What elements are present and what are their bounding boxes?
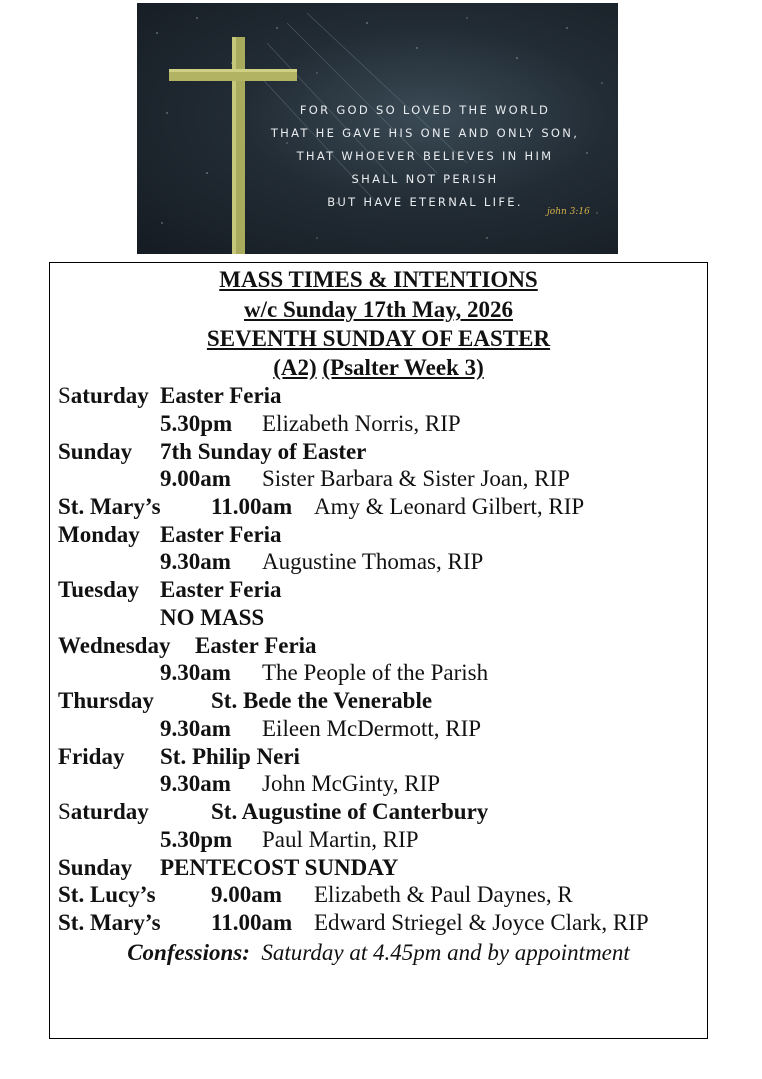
verse-line: FOR GOD SO LOVED THE WORLD — [299, 103, 551, 117]
notice-title: MASS TIMES & INTENTIONS — [219, 267, 538, 292]
mass-intention: The People of the Parish — [262, 660, 489, 685]
feast-label: PENTECOST SUNDAY — [160, 855, 399, 880]
mass-intention: Sister Barbara & Sister Joan, RIP — [262, 466, 570, 491]
mass-time: 11.00am — [211, 910, 293, 935]
day-label: Saturday — [58, 383, 149, 408]
mass-intention: Eileen McDermott, RIP — [262, 716, 482, 741]
notice-week: w/c Sunday 17th May, 2026 — [243, 297, 513, 322]
day-label: Thursday — [58, 688, 154, 713]
day-label: Friday — [58, 744, 125, 769]
day-label: Tuesday — [58, 577, 139, 602]
verse-reference: john 3:16 — [547, 207, 590, 217]
cross-banner-image — [137, 3, 618, 254]
day-label: Sunday — [58, 855, 133, 880]
feast-label: Easter Feria — [160, 383, 282, 408]
mass-time: 9.00am — [211, 882, 282, 907]
notice-sunday-name: SEVENTH SUNDAY OF EASTER — [206, 326, 551, 351]
mass-time: 5.30pm — [160, 411, 233, 436]
mass-time: 9.30am — [160, 660, 231, 685]
church-label: St. Mary’s — [58, 910, 161, 935]
mass-intention: John McGinty, RIP — [262, 771, 441, 796]
feast-label: Easter Feria — [195, 633, 317, 658]
mass-intention: Edward Striegel & Joyce Clark, RIP — [314, 910, 649, 935]
mass-time: 11.00am — [211, 494, 293, 519]
mass-intention: Paul Martin, RIP — [262, 827, 419, 852]
mass-time: 9.30am — [160, 549, 231, 574]
verse-line: THAT HE GAVE HIS ONE AND ONLY SON, — [270, 126, 580, 140]
feast-label: 7th Sunday of Easter — [160, 439, 367, 464]
mass-times-notice — [49, 262, 708, 1039]
feast-label: St. Bede the Venerable — [211, 688, 433, 713]
church-label: St. Lucy’s — [58, 882, 156, 907]
mass-intention: Elizabeth Norris, RIP — [262, 411, 461, 436]
notice-cycle-line — [50, 355, 707, 381]
verse-line: THAT WHOEVER BELIEVES IN HIM — [296, 149, 554, 163]
mass-intention: Amy & Leonard Gilbert, RIP — [314, 494, 585, 519]
mass-time: 5.30pm — [160, 827, 233, 852]
confessions-text: Saturday at 4.45pm and by appointment — [261, 940, 630, 965]
confessions-label: Confessions: — [127, 940, 250, 965]
mass-intention: Augustine Thomas, RIP — [262, 549, 484, 574]
confessions-line — [50, 940, 707, 966]
feast-label: Easter Feria — [160, 522, 282, 547]
feast-label: Easter Feria — [160, 577, 282, 602]
liturgical-cycle: (A2) — [273, 355, 317, 380]
feast-label: St. Philip Neri — [160, 744, 300, 769]
mass-time: 9.30am — [160, 771, 231, 796]
verse-line: SHALL NOT PERISH — [351, 172, 499, 186]
feast-label: St. Augustine of Canterbury — [211, 799, 489, 824]
mass-time: 9.00am — [160, 466, 231, 491]
church-label: St. Mary’s — [58, 494, 161, 519]
mass-intention: Elizabeth & Paul Daynes, R — [314, 882, 573, 907]
mass-time: 9.30am — [160, 716, 231, 741]
no-mass-note: NO MASS — [160, 605, 265, 630]
verse-line: BUT HAVE ETERNAL LIFE. — [327, 195, 523, 209]
day-label: Wednesday — [58, 633, 171, 658]
psalter-week: (Psalter Week 3) — [322, 355, 484, 380]
day-label: Saturday — [58, 799, 149, 824]
day-label: Sunday — [58, 439, 133, 464]
bible-verse — [255, 99, 595, 214]
day-label: Monday — [58, 522, 140, 547]
